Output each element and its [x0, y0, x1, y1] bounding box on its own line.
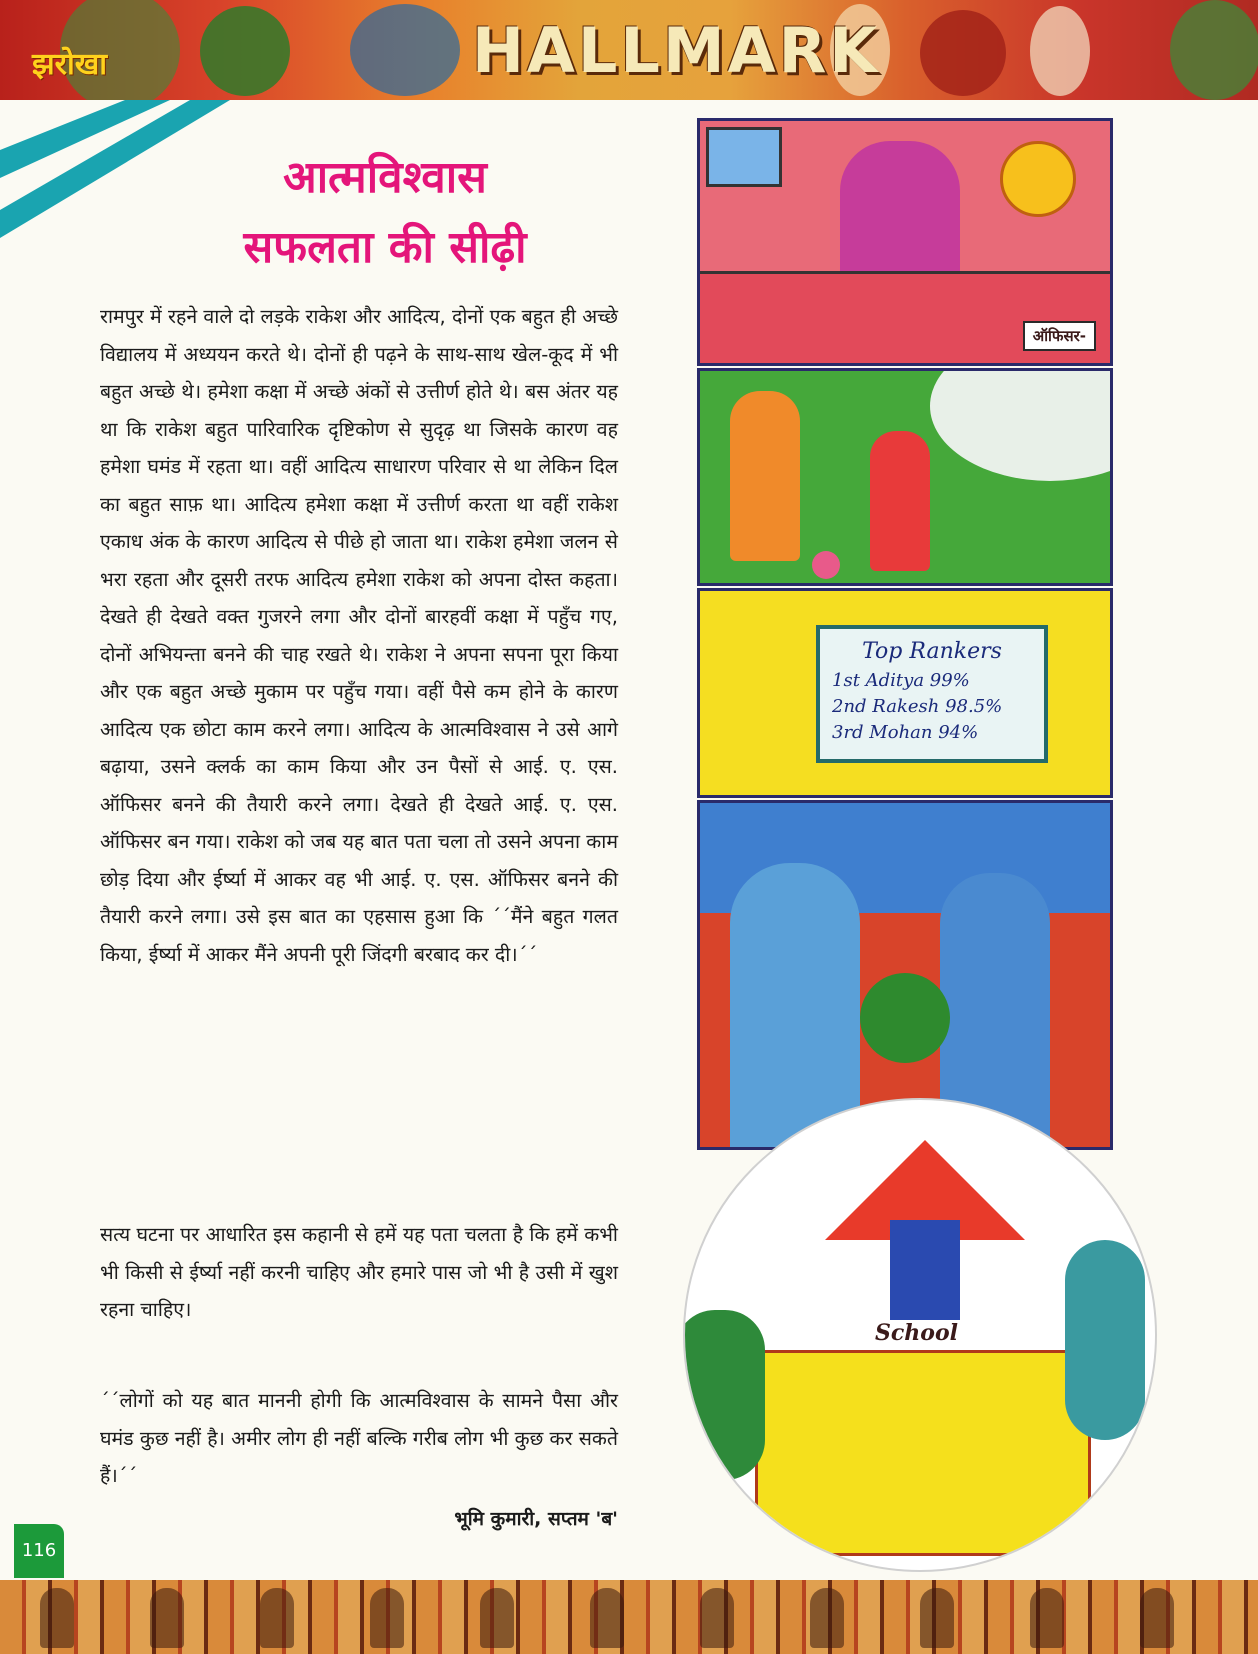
playground-panel — [697, 368, 1113, 586]
article-title-line2: सफलता की सीढ़ी — [243, 222, 527, 273]
tree-right-drawing — [1065, 1240, 1145, 1440]
footer-band — [0, 1580, 1258, 1654]
footer-figure — [40, 1588, 74, 1648]
illustration-column — [697, 118, 1113, 1558]
office-panel — [697, 118, 1113, 366]
header-banner — [0, 0, 1258, 100]
boy-aditya-drawing — [730, 391, 800, 561]
window-drawing — [706, 127, 782, 187]
paragraph-moral: सत्य घटना पर आधारित इस कहानी से हमें यह पता चलता है कि हमें कभी भी किसी से ईर्ष्या नहीं करनी चाहिए और हमारे पास जो भी है उसी में खुश रहना चाहिए। — [100, 1223, 618, 1321]
rankers-board — [816, 625, 1048, 763]
footer-figure — [810, 1588, 844, 1648]
footer-figure — [480, 1588, 514, 1648]
face-illustration — [200, 6, 290, 96]
ranker-2: 2nd Rakesh 98.5% — [832, 696, 1003, 717]
paragraph-story: रामपुर में रहने वाले दो लड़के राकेश और आदित्य, दोनों एक बहुत ही अच्छे विद्यालय में अध्ययन करते थे। दोनों ही पढ़ने के साथ-साथ खेल-कूद में भी बहुत अच्छे थे। हमेशा कक्षा में अच्छे अंकों से उत्तीर्ण होते थे। बस अंतर यह था कि राकेश बहुत पारिवारिक दृष्टिकोण से सुदृढ़ था जिसके कारण वह हमेशा घमंड में रहता था। वहीं आदित्य साधारण परिवार से था लेकिन दिल का बहुत साफ़ था। आदित्य हमेशा कक्षा में उत्तीर्ण करता था वहीं राकेश एकाध अंक के कारण आदित्य से पीछे हो जाता था। राकेश हमेशा जलन से भरा रहता और दूसरी तरफ आदित्य हमेशा राकेश को अपना दोस्त कहता। देखते ही देखते वक्त गुजरने लगा और दोनों बारहवीं कक्षा में पहुँच गए, दोनों अभियन्ता बनने की चाह रखते थे। राकेश ने अपना सपना पूरा किया और एक बहुत अच्छे मुकाम पर पहुँच गया। वहीं पैसे कम होने के कारण आदित्य एक छोटा काम करने लगा। आदित्य के आत्मविश्वास ने उसे आगे बढ़ाया, उसने क्लर्क का काम किया और उन पैसों से आई. ए. एस. ऑफिसर बनने की तैयारी करने लगा। देखते ही देखते आई. ए. एस. ऑफिसर बन गया। राकेश को जब यह बात पता चला तो उसने अपना काम छोड़ दिया और ईर्ष्या में आकर वह भी आई. ए. एस. ऑफिसर बनने की तैयारी करने लगा। उसे इस बात का एहसास हुआ कि ´´मैंने बहुत गलत किया, ईर्ष्या में आकर मैंने अपनी पूरी जिंदगी बरबाद कर दी।´´ — [100, 305, 618, 966]
footer-figure — [260, 1588, 294, 1648]
page-number: 116 — [14, 1524, 64, 1578]
footer-figure — [1030, 1588, 1064, 1648]
author-signature: भूमि कुमारी, सप्तम 'ब' — [454, 1508, 618, 1530]
ranker-3: 3rd Mohan 94% — [832, 722, 979, 743]
school-building-drawing — [755, 1350, 1091, 1556]
footer-figure — [590, 1588, 624, 1648]
bell-tower-drawing — [890, 1220, 960, 1320]
desk-drawing — [700, 271, 1113, 366]
school-sign: School — [875, 1320, 958, 1346]
paragraph-quote: ´´लोगों को यह बात माननी होगी कि आत्मविश्वास के सामने पैसा और घमंड कुछ नहीं है। अमीर लोग ही नहीं बल्कि गरीब लोग भी कुछ कर सकते हैं।´´ — [100, 1389, 618, 1487]
clock-drawing — [1000, 141, 1076, 217]
path-drawing — [930, 368, 1113, 481]
peacock-illustration — [350, 4, 460, 96]
boy-rakesh-drawing — [870, 431, 930, 571]
tree-drawing — [860, 973, 950, 1063]
tree-left-drawing — [683, 1310, 765, 1480]
footer-figure — [150, 1588, 184, 1648]
officer-nameplate: ऑफिसर- — [1023, 321, 1096, 351]
dancer-illustration-2 — [1030, 6, 1090, 96]
ranker-1: 1st Aditya 99% — [832, 670, 970, 691]
school-circle — [683, 1098, 1157, 1572]
officer-drawing — [840, 141, 960, 281]
footer-figure — [370, 1588, 404, 1648]
hallmark-title: HALLMARK — [472, 14, 881, 87]
deity-illustration — [920, 10, 1006, 96]
section-brand: झरोखा — [32, 47, 108, 82]
woman-illustration — [1170, 0, 1258, 100]
footer-figure — [1140, 1588, 1174, 1648]
ball-drawing — [812, 551, 840, 579]
rankers-title: Top Rankers — [862, 639, 1002, 664]
rankers-panel — [697, 588, 1113, 798]
article-title-line1: आत्मविश्वास — [283, 152, 487, 203]
man-aditya-drawing — [730, 863, 860, 1150]
footer-figure — [920, 1588, 954, 1648]
footer-figure — [700, 1588, 734, 1648]
